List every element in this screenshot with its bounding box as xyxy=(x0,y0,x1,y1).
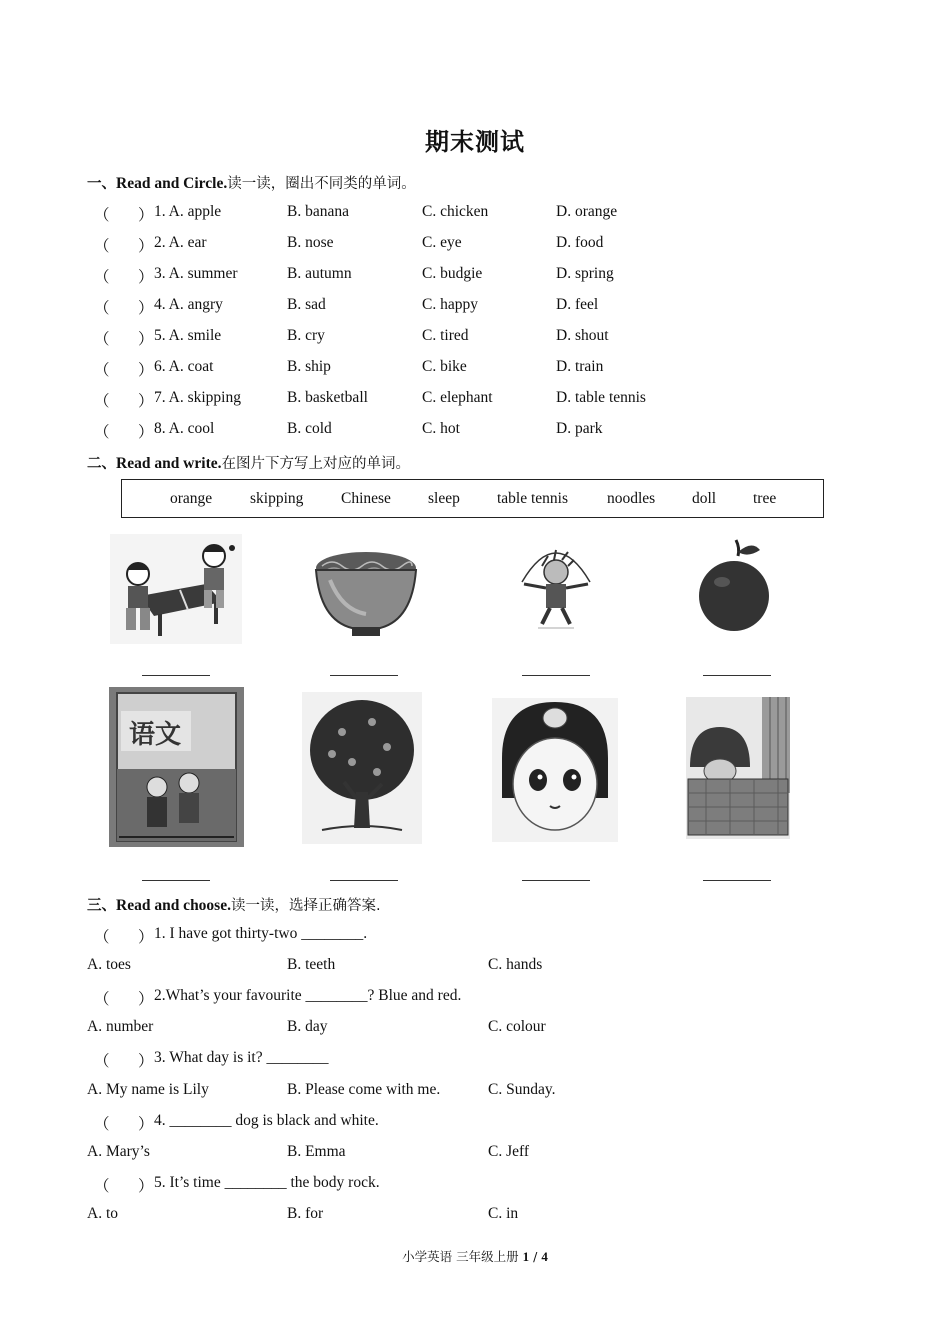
answer-blank[interactable] xyxy=(703,879,771,881)
option-c: C. eye xyxy=(422,234,462,251)
answer-paren-close: ） xyxy=(138,991,154,1008)
answer-paren-close: ） xyxy=(138,362,154,379)
answer-paren-open: （ xyxy=(94,393,110,410)
answer-paren-close: ） xyxy=(138,424,154,441)
question-option-a: 4. A. angry xyxy=(154,296,223,313)
section3-title-cn: 读一读，选择正确答案. xyxy=(230,898,381,914)
word-bank-item: orange xyxy=(170,490,213,507)
answer-blank[interactable] xyxy=(522,879,590,881)
word-bank-item: Chinese xyxy=(341,490,391,507)
word-bank-item: skipping xyxy=(250,490,304,507)
word-bank-box xyxy=(121,479,824,518)
question-text: 4. ________ dog is black and white. xyxy=(154,1112,379,1129)
word-bank-item: tree xyxy=(753,490,777,507)
question-text: 2.What’s your favourite ________? Blue and red. xyxy=(154,987,462,1004)
answer-paren-close: ） xyxy=(138,331,154,348)
word-bank-item: noodles xyxy=(607,490,656,507)
option-d: D. table tennis xyxy=(556,389,646,406)
option-a: A. Mary’s xyxy=(87,1143,150,1160)
answer-paren-close: ） xyxy=(138,1053,154,1070)
section1-heading xyxy=(87,172,416,193)
option-a: A. number xyxy=(87,1018,154,1035)
page-footer xyxy=(0,1247,950,1265)
option-b: B. sad xyxy=(287,296,326,313)
option-d: D. shout xyxy=(556,327,609,344)
answer-paren-open: （ xyxy=(94,238,110,255)
section3-title-en: Read and choose. xyxy=(116,897,231,914)
question-option-a: 5. A. smile xyxy=(154,327,222,344)
answer-blank[interactable] xyxy=(142,879,210,881)
table-tennis-picture xyxy=(110,534,242,644)
answer-paren-close: ） xyxy=(138,1178,154,1195)
question-option-a: 7. A. skipping xyxy=(154,389,241,406)
question-option-a: 1. A. apple xyxy=(154,203,222,220)
option-a: A. My name is Lily xyxy=(87,1081,209,1098)
answer-paren-close: ） xyxy=(138,269,154,286)
option-b: B. Please come with me. xyxy=(287,1081,441,1098)
option-b: B. cry xyxy=(287,327,325,344)
option-b: B. Emma xyxy=(287,1143,346,1160)
orange-picture xyxy=(698,538,770,636)
answer-blank[interactable] xyxy=(330,879,398,881)
option-c: C. Sunday. xyxy=(488,1081,556,1098)
answer-blank[interactable] xyxy=(703,674,771,676)
answer-paren-open: （ xyxy=(94,331,110,348)
answer-paren-close: ） xyxy=(138,393,154,410)
skipping-picture xyxy=(508,534,604,634)
option-c: C. elephant xyxy=(422,389,493,406)
question-option-a: 8. A. cool xyxy=(154,420,215,437)
page-number: 1 xyxy=(522,1249,530,1264)
option-d: D. food xyxy=(556,234,604,251)
section2-heading xyxy=(87,452,410,473)
answer-paren-open: （ xyxy=(94,269,110,286)
answer-paren-close: ） xyxy=(138,1116,154,1133)
option-b: B. cold xyxy=(287,420,332,437)
answer-paren-open: （ xyxy=(94,1178,110,1195)
sleep-picture xyxy=(686,697,790,839)
page-total: 4 xyxy=(541,1249,548,1264)
option-b: B. for xyxy=(287,1205,324,1222)
book-cover-title: 语文 xyxy=(129,720,182,750)
tree-picture xyxy=(302,692,422,844)
option-c: C. bike xyxy=(422,358,467,375)
option-b: B. basketball xyxy=(287,389,368,406)
section1-title-en: Read and Circle. xyxy=(116,175,228,192)
section1-number: 一、 xyxy=(87,176,116,192)
option-d: D. spring xyxy=(556,265,614,282)
option-c: C. colour xyxy=(488,1018,546,1035)
doll-picture xyxy=(492,698,618,842)
option-c: C. budgie xyxy=(422,265,483,282)
noodles-picture xyxy=(312,540,420,640)
answer-paren-open: （ xyxy=(94,362,110,379)
answer-paren-close: ） xyxy=(138,238,154,255)
answer-paren-open: （ xyxy=(94,424,110,441)
answer-paren-open: （ xyxy=(94,991,110,1008)
word-bank-item: doll xyxy=(692,490,717,507)
option-c: C. happy xyxy=(422,296,478,313)
answer-paren-open: （ xyxy=(94,1116,110,1133)
answer-paren-close: ） xyxy=(138,207,154,224)
word-bank-item: sleep xyxy=(428,490,460,507)
section2-number: 二、 xyxy=(87,456,116,472)
section3-heading xyxy=(87,894,381,915)
answer-blank[interactable] xyxy=(522,674,590,676)
question-option-a: 6. A. coat xyxy=(154,358,214,375)
option-b: B. banana xyxy=(287,203,349,220)
question-text: 5. It’s time ________ the body rock. xyxy=(154,1174,380,1191)
option-d: D. park xyxy=(556,420,603,437)
question-option-a: 2. A. ear xyxy=(154,234,207,251)
answer-paren-open: （ xyxy=(94,207,110,224)
option-b: B. nose xyxy=(287,234,334,251)
page-title: 期末测试 xyxy=(425,128,525,156)
answer-paren-open: （ xyxy=(94,300,110,317)
option-b: B. autumn xyxy=(287,265,352,282)
option-b: B. teeth xyxy=(287,956,336,973)
answer-blank[interactable] xyxy=(330,674,398,676)
answer-blank[interactable] xyxy=(142,674,210,676)
option-b: B. day xyxy=(287,1018,328,1035)
question-text: 3. What day is it? ________ xyxy=(154,1049,329,1066)
option-c: C. Jeff xyxy=(488,1143,530,1160)
option-c: C. tired xyxy=(422,327,469,344)
footer-text: 小学英语 三年级上册 xyxy=(402,1249,519,1264)
question-option-a: 3. A. summer xyxy=(154,265,238,282)
option-d: D. train xyxy=(556,358,604,375)
answer-paren-close: ） xyxy=(138,929,154,946)
answer-paren-close: ） xyxy=(138,300,154,317)
section1-title-cn: 读一读，圈出不同类的单词。 xyxy=(227,176,416,192)
option-d: D. feel xyxy=(556,296,599,313)
word-bank-item: table tennis xyxy=(497,490,569,507)
option-c: C. hot xyxy=(422,420,460,437)
option-c: C. hands xyxy=(488,956,543,973)
page-separator: / xyxy=(533,1249,538,1264)
option-c: C. chicken xyxy=(422,203,489,220)
option-c: C. in xyxy=(488,1205,519,1222)
option-a: A. to xyxy=(87,1205,118,1222)
section3-number: 三、 xyxy=(87,898,116,914)
option-d: D. orange xyxy=(556,203,618,220)
section2-title-cn: 在图片下方写上对应的单词。 xyxy=(221,456,410,472)
question-text: 1. I have got thirty-two ________. xyxy=(154,925,368,942)
option-a: A. toes xyxy=(87,956,131,973)
answer-paren-open: （ xyxy=(94,1053,110,1070)
chinese-book-picture xyxy=(109,687,244,847)
answer-paren-open: （ xyxy=(94,929,110,946)
option-b: B. ship xyxy=(287,358,331,375)
section2-title-en: Read and write. xyxy=(116,455,222,472)
